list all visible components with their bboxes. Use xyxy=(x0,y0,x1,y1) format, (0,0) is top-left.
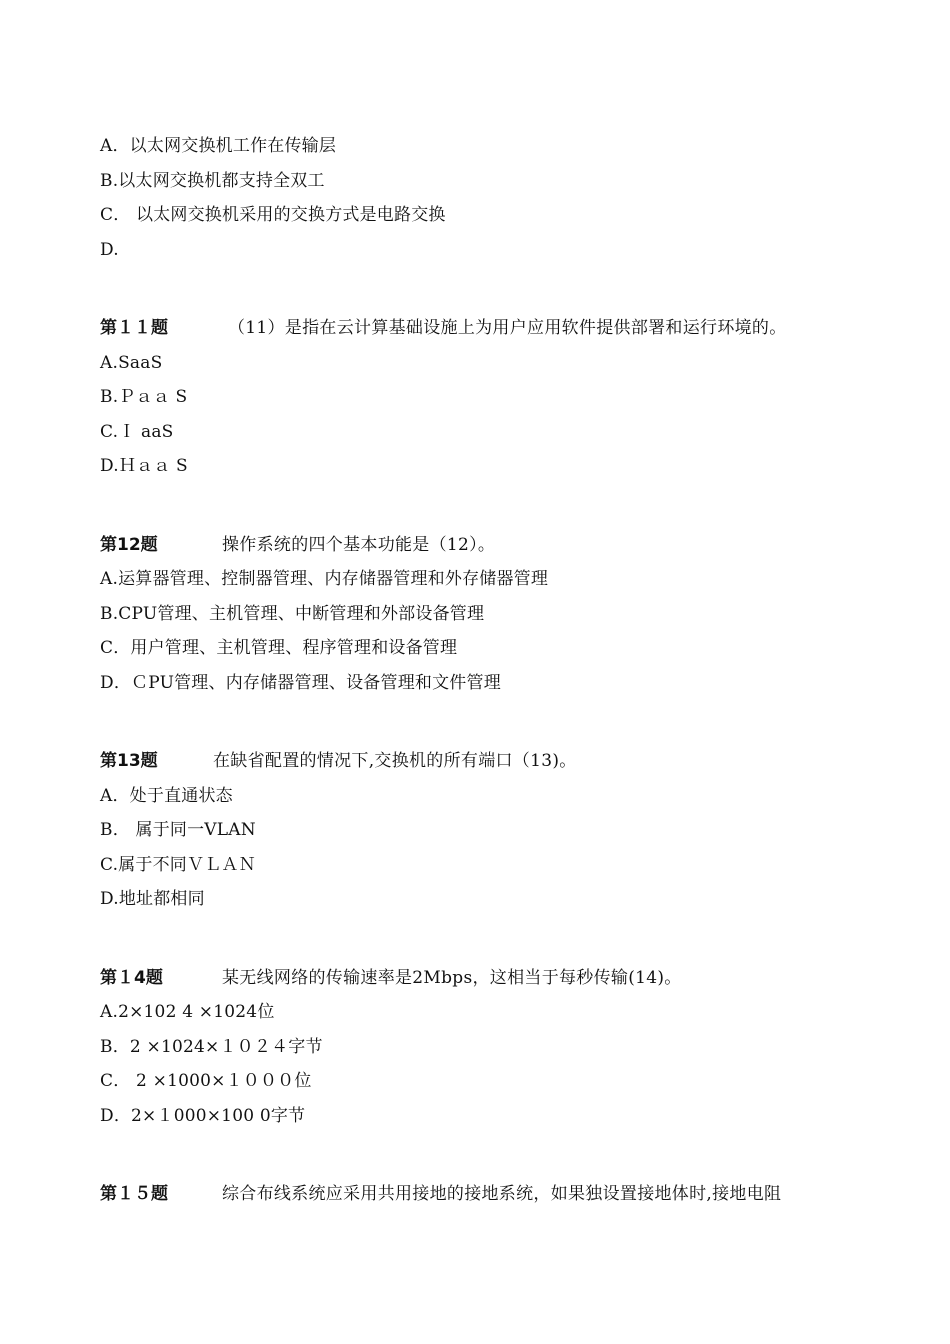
question-number: 第13题 xyxy=(100,751,158,771)
question-11-option-b: B.Ｐａａ S xyxy=(100,387,188,407)
question-14-option-c: C． 2 ×1000×１０００位 xyxy=(100,1071,312,1091)
question-13-heading xyxy=(100,749,860,773)
question-text: 某无线网络的传输速率是2Mbps，这相当于每秒传输(14)。 xyxy=(222,968,682,988)
question-11-option-d: D.Ｈａａ S xyxy=(100,456,188,476)
question-text: 综合布线系统应采用共用接地的接地系统，如果独设置接地体时,接地电阻 xyxy=(222,1184,782,1204)
question-number: 第１4题 xyxy=(100,968,163,988)
question-13-option-b: B． 属于同一VLAN xyxy=(100,820,256,840)
question-text: （11）是指在云计算基础设施上为用户应用软件提供部署和运行环境的。 xyxy=(228,318,787,338)
question-number: 第１５题 xyxy=(100,1184,168,1204)
question-14-option-a: A.2×102 4 ×1024位 xyxy=(100,1002,275,1022)
option-intro-b: B.以太网交换机都支持全双工 xyxy=(100,171,325,191)
question-text: 操作系统的四个基本功能是（12）。 xyxy=(222,535,496,555)
question-12-option-a: A.运算器管理、控制器管理、内存储器管理和外存储器管理 xyxy=(100,569,549,589)
question-14-option-b: B．2 ×1024×１０２４字节 xyxy=(100,1037,323,1057)
question-number: 第１１题 xyxy=(100,318,168,338)
question-11-option-a: A.SaaS xyxy=(100,353,163,373)
question-15-heading xyxy=(100,1182,860,1206)
option-intro-a: A．以太网交换机工作在传输层 xyxy=(100,136,337,156)
question-12-option-b: B.CPU管理、主机管理、中断管理和外部设备管理 xyxy=(100,604,485,624)
question-number: 第12题 xyxy=(100,535,158,555)
question-13-option-d: D.地址都相同 xyxy=(100,889,205,909)
question-12-option-c: C．用户管理、主机管理、程序管理和设备管理 xyxy=(100,638,458,658)
question-14-option-d: D．2×１000×100 0字节 xyxy=(100,1106,306,1126)
option-intro-c: C． 以太网交换机采用的交换方式是电路交换 xyxy=(100,205,446,225)
question-11-option-c: C.Ｉ aaS xyxy=(100,422,174,442)
question-13-option-a: A．处于直通状态 xyxy=(100,786,233,806)
question-12-option-d: D．ＣPU管理、内存储器管理、设备管理和文件管理 xyxy=(100,673,501,693)
question-14-heading xyxy=(100,966,860,990)
question-text: 在缺省配置的情况下,交换机的所有端口（13)。 xyxy=(213,751,577,771)
option-intro-d: D. xyxy=(100,240,119,260)
question-11-heading xyxy=(100,316,860,340)
question-12-heading xyxy=(100,533,860,557)
question-13-option-c: C.属于不同ＶＬＡＮ xyxy=(100,855,256,875)
